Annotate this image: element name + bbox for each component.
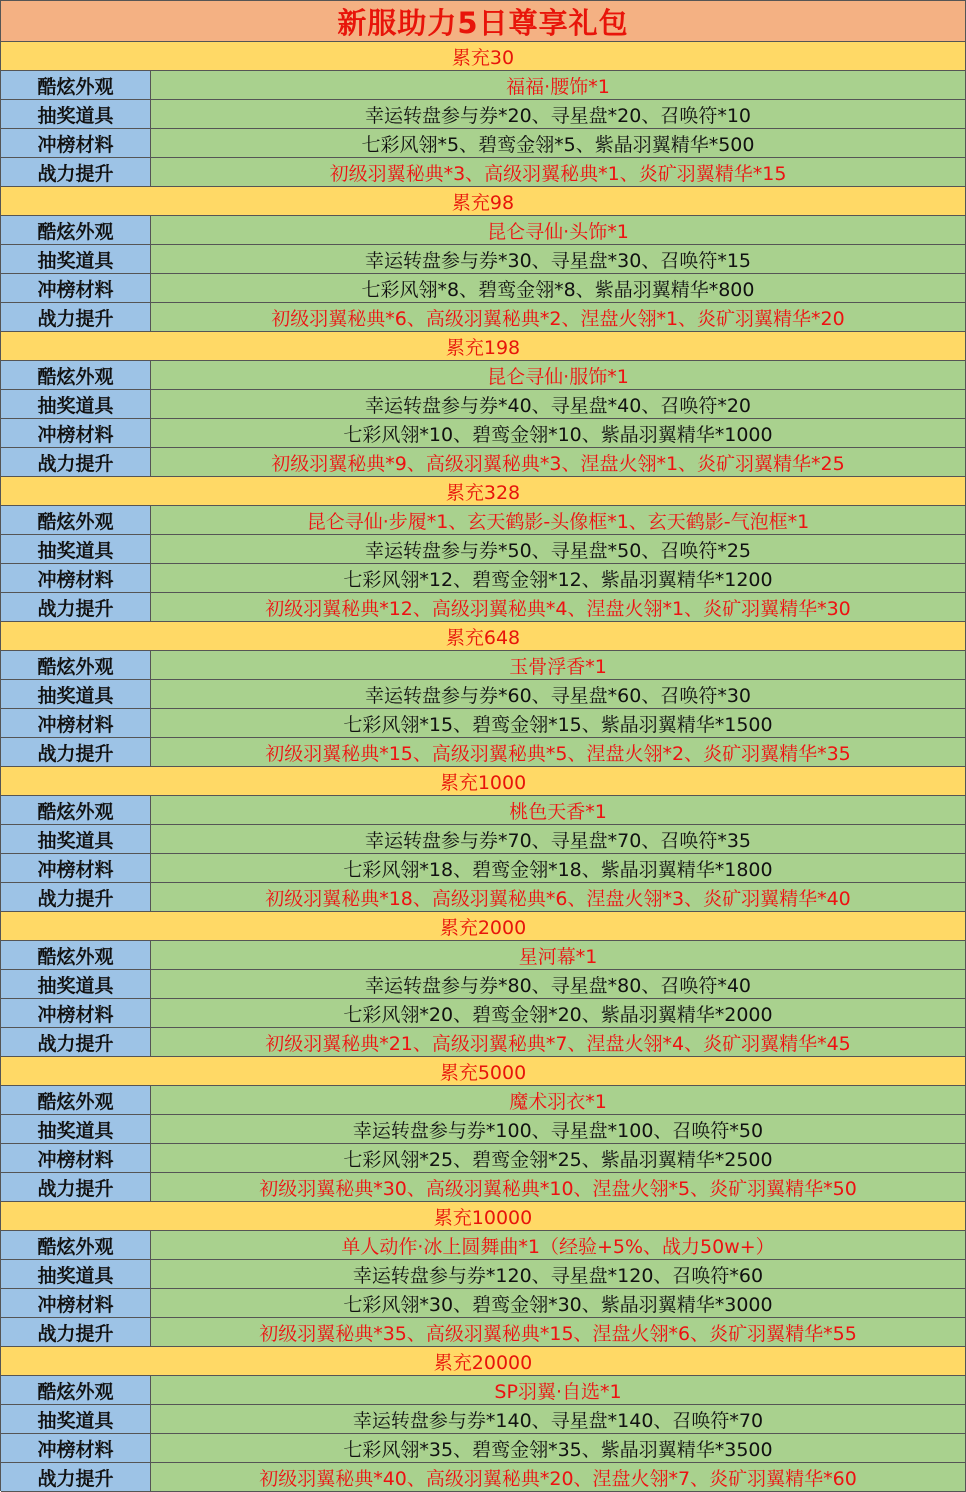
reward-power: 初级羽翼秘典*35、高级羽翼秘典*15、涅盘火翎*6、炎矿羽翼精华*55	[151, 1318, 966, 1347]
reward-power: 初级羽翼秘典*30、高级羽翼秘典*10、涅盘火翎*5、炎矿羽翼精华*50	[151, 1173, 966, 1202]
row-label-lottery: 抽奖道具	[1, 1405, 151, 1434]
row-label-lottery: 抽奖道具	[1, 1115, 151, 1144]
reward-lottery: 幸运转盘参与券*140、寻星盘*140、召唤符*70	[151, 1405, 966, 1434]
reward-lottery: 幸运转盘参与券*60、寻星盘*60、召唤符*30	[151, 680, 966, 709]
row-label-power: 战力提升	[1, 1173, 151, 1202]
reward-lottery: 幸运转盘参与券*50、寻星盘*50、召唤符*25	[151, 535, 966, 564]
tier-header: 累充30	[1, 42, 966, 71]
table-title: 新服助力5日尊享礼包	[1, 1, 966, 42]
reward-appearance: 魔术羽衣*1	[151, 1086, 966, 1115]
tier-header: 累充10000	[1, 1202, 966, 1231]
row-label-rank: 冲榜材料	[1, 1289, 151, 1318]
reward-power: 初级羽翼秘典*9、高级羽翼秘典*3、涅盘火翎*1、炎矿羽翼精华*25	[151, 448, 966, 477]
reward-rank: 七彩风翎*5、碧鸾金翎*5、紫晶羽翼精华*500	[151, 129, 966, 158]
row-label-rank: 冲榜材料	[1, 1434, 151, 1463]
row-label-rank: 冲榜材料	[1, 999, 151, 1028]
row-label-lottery: 抽奖道具	[1, 1260, 151, 1289]
row-label-lottery: 抽奖道具	[1, 535, 151, 564]
tier-header: 累充98	[1, 187, 966, 216]
row-label-lottery: 抽奖道具	[1, 680, 151, 709]
reward-rank: 七彩风翎*15、碧鸾金翎*15、紫晶羽翼精华*1500	[151, 709, 966, 738]
tier-header: 累充2000	[1, 912, 966, 941]
reward-power: 初级羽翼秘典*40、高级羽翼秘典*20、涅盘火翎*7、炎矿羽翼精华*60	[151, 1463, 966, 1492]
reward-lottery: 幸运转盘参与券*120、寻星盘*120、召唤符*60	[151, 1260, 966, 1289]
reward-appearance: 单人动作·冰上圆舞曲*1（经验+5%、战力50w+）	[151, 1231, 966, 1260]
tier-header: 累充5000	[1, 1057, 966, 1086]
row-label-rank: 冲榜材料	[1, 854, 151, 883]
row-label-lottery: 抽奖道具	[1, 245, 151, 274]
reward-appearance: 星河幕*1	[151, 941, 966, 970]
row-label-appearance: 酷炫外观	[1, 941, 151, 970]
reward-power: 初级羽翼秘典*12、高级羽翼秘典*4、涅盘火翎*1、炎矿羽翼精华*30	[151, 593, 966, 622]
row-label-appearance: 酷炫外观	[1, 361, 151, 390]
row-label-rank: 冲榜材料	[1, 709, 151, 738]
row-label-rank: 冲榜材料	[1, 274, 151, 303]
tier-header: 累充328	[1, 477, 966, 506]
row-label-power: 战力提升	[1, 593, 151, 622]
tier-header: 累充20000	[1, 1347, 966, 1376]
row-label-lottery: 抽奖道具	[1, 100, 151, 129]
reward-power: 初级羽翼秘典*3、高级羽翼秘典*1、炎矿羽翼精华*15	[151, 158, 966, 187]
reward-rank: 七彩风翎*12、碧鸾金翎*12、紫晶羽翼精华*1200	[151, 564, 966, 593]
row-label-power: 战力提升	[1, 448, 151, 477]
tier-header: 累充1000	[1, 767, 966, 796]
reward-lottery: 幸运转盘参与券*80、寻星盘*80、召唤符*40	[151, 970, 966, 999]
reward-rank: 七彩风翎*10、碧鸾金翎*10、紫晶羽翼精华*1000	[151, 419, 966, 448]
reward-rank: 七彩风翎*30、碧鸾金翎*30、紫晶羽翼精华*3000	[151, 1289, 966, 1318]
row-label-rank: 冲榜材料	[1, 1144, 151, 1173]
reward-lottery: 幸运转盘参与券*20、寻星盘*20、召唤符*10	[151, 100, 966, 129]
reward-rank: 七彩风翎*8、碧鸾金翎*8、紫晶羽翼精华*800	[151, 274, 966, 303]
reward-power: 初级羽翼秘典*21、高级羽翼秘典*7、涅盘火翎*4、炎矿羽翼精华*45	[151, 1028, 966, 1057]
tier-header: 累充198	[1, 332, 966, 361]
reward-appearance: SP羽翼·自选*1	[151, 1376, 966, 1405]
row-label-appearance: 酷炫外观	[1, 651, 151, 680]
reward-power: 初级羽翼秘典*15、高级羽翼秘典*5、涅盘火翎*2、炎矿羽翼精华*35	[151, 738, 966, 767]
reward-appearance: 福福·腰饰*1	[151, 71, 966, 100]
row-label-appearance: 酷炫外观	[1, 1086, 151, 1115]
row-label-rank: 冲榜材料	[1, 564, 151, 593]
reward-lottery: 幸运转盘参与券*40、寻星盘*40、召唤符*20	[151, 390, 966, 419]
reward-lottery: 幸运转盘参与券*30、寻星盘*30、召唤符*15	[151, 245, 966, 274]
tier-header: 累充648	[1, 622, 966, 651]
row-label-appearance: 酷炫外观	[1, 1231, 151, 1260]
row-label-power: 战力提升	[1, 303, 151, 332]
reward-power: 初级羽翼秘典*6、高级羽翼秘典*2、涅盘火翎*1、炎矿羽翼精华*20	[151, 303, 966, 332]
reward-rank: 七彩风翎*18、碧鸾金翎*18、紫晶羽翼精华*1800	[151, 854, 966, 883]
row-label-appearance: 酷炫外观	[1, 796, 151, 825]
row-label-power: 战力提升	[1, 158, 151, 187]
row-label-appearance: 酷炫外观	[1, 71, 151, 100]
row-label-lottery: 抽奖道具	[1, 970, 151, 999]
row-label-power: 战力提升	[1, 883, 151, 912]
reward-rank: 七彩风翎*25、碧鸾金翎*25、紫晶羽翼精华*2500	[151, 1144, 966, 1173]
reward-appearance: 昆仑寻仙·步履*1、玄天鹤影-头像框*1、玄天鹤影-气泡框*1	[151, 506, 966, 535]
reward-appearance: 昆仑寻仙·服饰*1	[151, 361, 966, 390]
reward-lottery: 幸运转盘参与券*70、寻星盘*70、召唤符*35	[151, 825, 966, 854]
row-label-power: 战力提升	[1, 738, 151, 767]
reward-rank: 七彩风翎*35、碧鸾金翎*35、紫晶羽翼精华*3500	[151, 1434, 966, 1463]
row-label-appearance: 酷炫外观	[1, 1376, 151, 1405]
reward-appearance: 昆仑寻仙·头饰*1	[151, 216, 966, 245]
row-label-power: 战力提升	[1, 1318, 151, 1347]
row-label-appearance: 酷炫外观	[1, 216, 151, 245]
row-label-power: 战力提升	[1, 1463, 151, 1492]
row-label-rank: 冲榜材料	[1, 419, 151, 448]
reward-appearance: 玉骨浮香*1	[151, 651, 966, 680]
reward-power: 初级羽翼秘典*18、高级羽翼秘典*6、涅盘火翎*3、炎矿羽翼精华*40	[151, 883, 966, 912]
row-label-rank: 冲榜材料	[1, 129, 151, 158]
reward-lottery: 幸运转盘参与券*100、寻星盘*100、召唤符*50	[151, 1115, 966, 1144]
row-label-lottery: 抽奖道具	[1, 825, 151, 854]
row-label-lottery: 抽奖道具	[1, 390, 151, 419]
row-label-power: 战力提升	[1, 1028, 151, 1057]
row-label-appearance: 酷炫外观	[1, 506, 151, 535]
reward-appearance: 桃色天香*1	[151, 796, 966, 825]
reward-rank: 七彩风翎*20、碧鸾金翎*20、紫晶羽翼精华*2000	[151, 999, 966, 1028]
